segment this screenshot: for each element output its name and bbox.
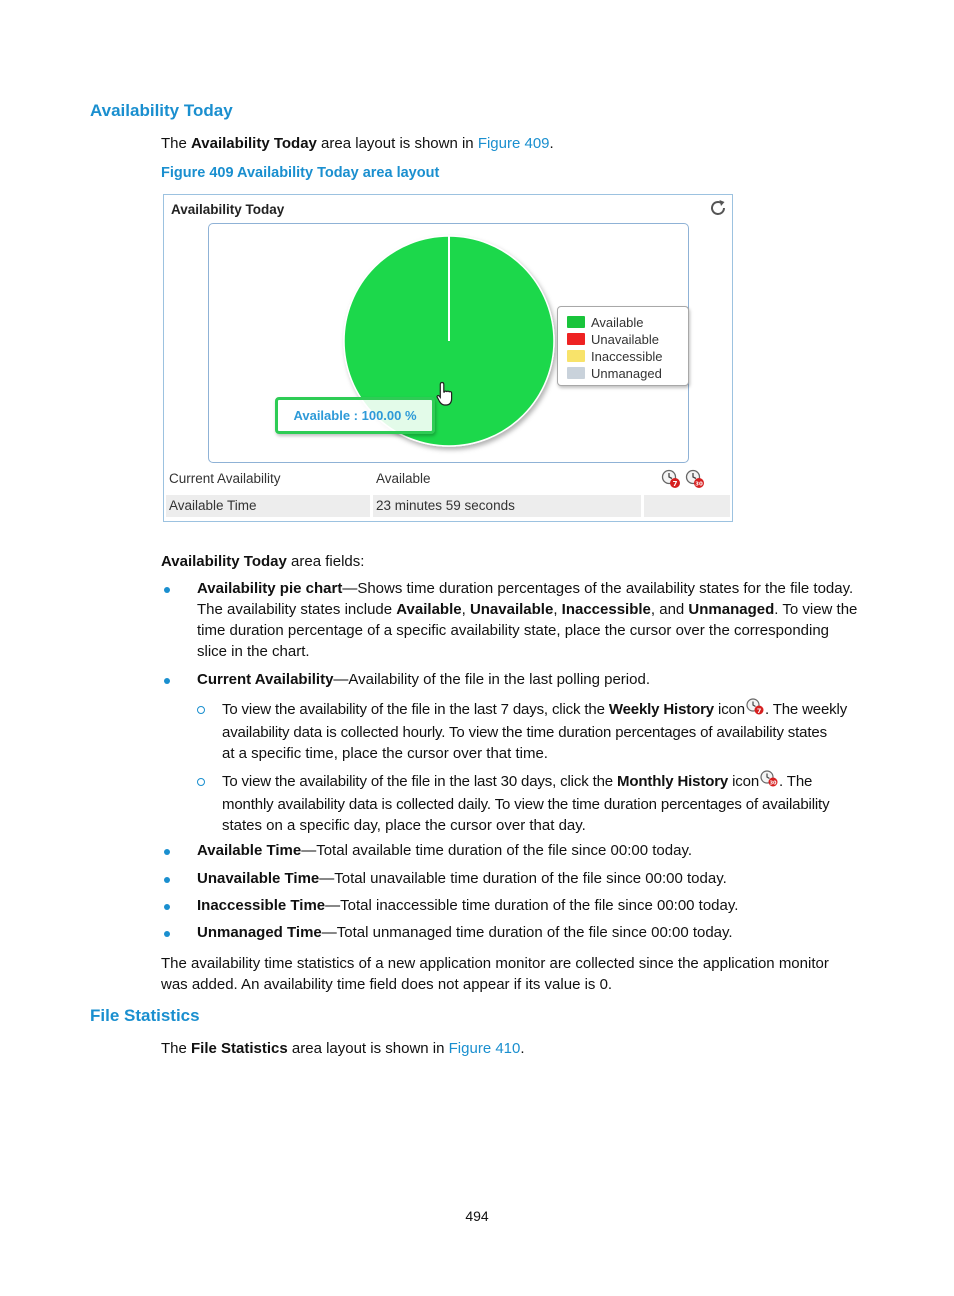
figure-caption: Figure 409 Availability Today area layout — [161, 165, 440, 181]
bullet-bold: Inaccessible Time — [197, 897, 326, 914]
legend-label: Available — [591, 315, 644, 330]
bullet-text: . To view the — [774, 601, 858, 618]
bullet-text: —Total unmanaged time duration of the file since 00:00 today. — [321, 924, 733, 941]
weekly-history-icon[interactable] — [661, 469, 681, 489]
bullet-inaccessible-time — [197, 895, 738, 916]
section-heading-availability-today: Availability Today — [90, 101, 233, 120]
state-unavailable: Unavailable — [469, 601, 554, 618]
sub-text: To view the availability of the file in the last 30 days, click the — [222, 773, 618, 790]
section-heading-file-statistics: File Statistics — [90, 1006, 200, 1025]
availability-today-widget — [163, 194, 733, 522]
bullet-dot — [164, 877, 170, 883]
bullet-text: , — [553, 601, 562, 618]
sub-text: icon — [728, 773, 760, 790]
svg-text:30: 30 — [695, 481, 703, 488]
legend-item-unavailable[interactable] — [567, 331, 659, 348]
legend-item-unmanaged[interactable] — [567, 365, 662, 382]
legend-label: Unmanaged — [591, 366, 662, 381]
legend-item-inaccessible[interactable] — [567, 348, 663, 365]
sub-text: . The — [779, 773, 813, 790]
pie-tooltip: Available : 100.00 % — [275, 397, 435, 434]
state-inaccessible: Inaccessible — [561, 601, 651, 618]
bullet-dot — [164, 931, 170, 937]
bullet-text: , — [461, 601, 470, 618]
sub-text: at a specific time, place the cursor over that time. — [222, 745, 548, 762]
bullet-bold: Current Availability — [197, 671, 334, 688]
weekly-history-icon[interactable] — [745, 698, 765, 722]
legend-swatch — [567, 367, 585, 379]
legend-label: Unavailable — [591, 332, 659, 347]
closing-paragraph — [161, 953, 829, 995]
chart-legend — [557, 306, 689, 386]
intro2-mid: area layout is shown in — [287, 1040, 449, 1057]
current-availability-row — [164, 468, 732, 490]
bullet-text: , and — [650, 601, 689, 618]
row-value: 23 minutes 59 seconds — [376, 498, 515, 513]
intro-bold: Availability Today — [191, 135, 317, 152]
monthly-history-icon[interactable] — [759, 770, 779, 794]
sub-text: availability data is collected hourly. To view the time duration percentages of availability states — [222, 724, 827, 741]
bullet-unmanaged-time — [197, 922, 733, 943]
closing-line: The availability time statistics of a new application monitor are collected since the application monitor — [161, 955, 829, 972]
sub-text: states on a specific day, place the cursor over that day. — [222, 817, 586, 834]
monthly-history-label: Monthly History — [617, 773, 729, 790]
sub-text: . The weekly — [764, 701, 848, 718]
bullet-dot — [164, 904, 170, 910]
legend-label: Inaccessible — [591, 349, 663, 364]
intro2-paragraph — [161, 1038, 525, 1059]
svg-text:7: 7 — [672, 480, 678, 488]
legend-swatch — [567, 333, 585, 345]
row-label: Current Availability — [169, 471, 281, 486]
bullet-text: —Shows time duration percentages of the availability states for the file today. — [342, 580, 854, 597]
intro-paragraph — [161, 133, 554, 154]
row-bg — [644, 495, 730, 517]
fields-lead — [161, 551, 364, 572]
intro2-bold: File Statistics — [191, 1040, 288, 1057]
intro-post: . — [549, 135, 554, 152]
state-available: Available — [396, 601, 462, 618]
bullet-available-time — [197, 840, 692, 861]
sub-text: To view the availability of the file in the last 7 days, click the — [222, 701, 609, 718]
bullet-text: —Total available time duration of the file since 00:00 today. — [301, 842, 693, 859]
sub-bullet-circle — [197, 778, 205, 786]
bullet-current-availability — [197, 669, 650, 690]
figure-409-link[interactable]: Figure 409 — [477, 135, 550, 152]
page-number: 494 — [465, 1208, 489, 1224]
fields-lead-rest: area fields: — [286, 553, 365, 570]
bullet-text: —Total unavailable time duration of the file since 00:00 today. — [319, 870, 727, 887]
hand-cursor-icon — [436, 381, 456, 407]
intro2-post: . — [520, 1040, 525, 1057]
sub-bullet-monthly — [222, 770, 829, 836]
bullet-text: slice in the chart. — [197, 643, 310, 660]
sub-text: icon — [714, 701, 745, 718]
sub-text: monthly availability data is collected daily. To view the time duration percentages of availability — [222, 796, 830, 813]
legend-item-available[interactable] — [567, 314, 644, 331]
bullet-dot — [164, 587, 170, 593]
sub-bullet-weekly — [222, 698, 847, 764]
weekly-history-label: Weekly History — [608, 701, 714, 718]
bullet-text: time duration percentage of a specific availability state, place the cursor over the corresponding — [197, 622, 830, 639]
bullet-text: The availability states include — [197, 601, 397, 618]
state-unmanaged: Unmanaged — [688, 601, 775, 618]
widget-title: Availability Today — [171, 202, 285, 217]
figure-410-link[interactable]: Figure 410 — [448, 1040, 521, 1057]
row-label: Available Time — [169, 498, 257, 513]
bullet-dot — [164, 849, 170, 855]
bullet-bold: Unavailable Time — [197, 870, 320, 887]
monthly-history-icon[interactable] — [685, 469, 705, 489]
intro2-pre: The — [161, 1040, 192, 1057]
bullet-text: —Total inaccessible time duration of the file since 00:00 today. — [325, 897, 739, 914]
row-value: Available — [376, 471, 431, 486]
bullet-text: —Availability of the file in the last polling period. — [333, 671, 650, 688]
svg-text:7: 7 — [756, 706, 762, 715]
fields-lead-bold: Availability Today — [161, 553, 287, 570]
intro-pre: The — [161, 135, 192, 152]
bullet-dot — [164, 678, 170, 684]
bullet-pie-chart — [197, 578, 877, 662]
sub-bullet-circle — [197, 706, 205, 714]
legend-swatch — [567, 316, 585, 328]
intro-mid: area layout is shown in — [316, 135, 478, 152]
bullet-bold: Available Time — [197, 842, 302, 859]
bullet-bold: Availability pie chart — [197, 580, 343, 597]
svg-text:30: 30 — [769, 780, 777, 787]
available-time-row — [166, 495, 730, 517]
closing-line: was added. An availability time field does not appear if its value is 0. — [161, 976, 613, 993]
bullet-bold: Unmanaged Time — [197, 924, 322, 941]
bullet-unavailable-time — [197, 868, 727, 889]
legend-swatch — [567, 350, 585, 362]
